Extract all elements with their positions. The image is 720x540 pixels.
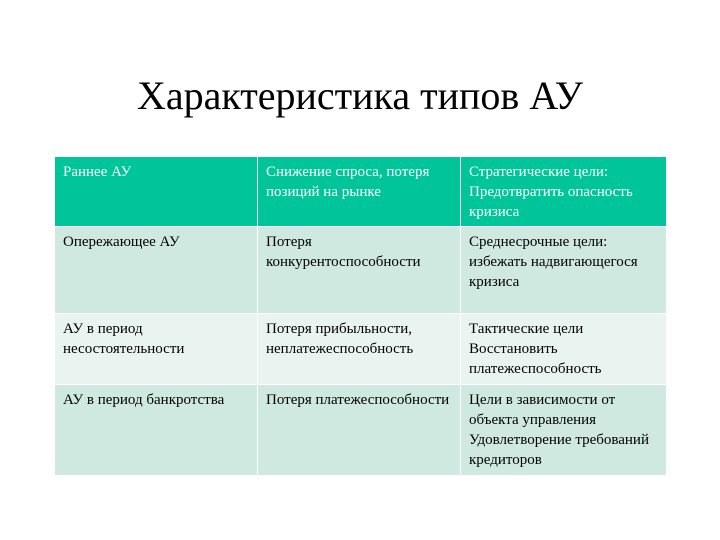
table-cell: Цели в зависимости от объекта управления Удовлетворение требований кредиторов bbox=[461, 385, 667, 476]
table-cell: Снижение спроса, потеря позиций на рынке bbox=[258, 157, 461, 227]
table-row bbox=[55, 385, 667, 476]
table-row bbox=[55, 157, 667, 227]
table-cell: АУ в период банкротства bbox=[55, 385, 258, 476]
table-row bbox=[55, 314, 667, 385]
table-cell: Раннее АУ bbox=[55, 157, 258, 227]
types-table bbox=[54, 156, 667, 476]
table-cell: Потеря платежеспособности bbox=[258, 385, 461, 476]
table-cell: Тактические цели Восстановить платежеспособность bbox=[461, 314, 667, 385]
slide-title: Характеристика типов АУ bbox=[136, 73, 584, 118]
table-row bbox=[55, 227, 667, 314]
table-cell: Стратегические цели: Предотвратить опасность кризиса bbox=[461, 157, 667, 227]
table-cell: Потеря конкурентоспособности bbox=[258, 227, 461, 314]
table-cell: АУ в период несостоятельности bbox=[55, 314, 258, 385]
table-cell: Потеря прибыльности, неплатежеспособность bbox=[258, 314, 461, 385]
table-cell: Среднесрочные цели: избежать надвигающегося кризиса bbox=[461, 227, 667, 314]
table-cell: Опережающее АУ bbox=[55, 227, 258, 314]
